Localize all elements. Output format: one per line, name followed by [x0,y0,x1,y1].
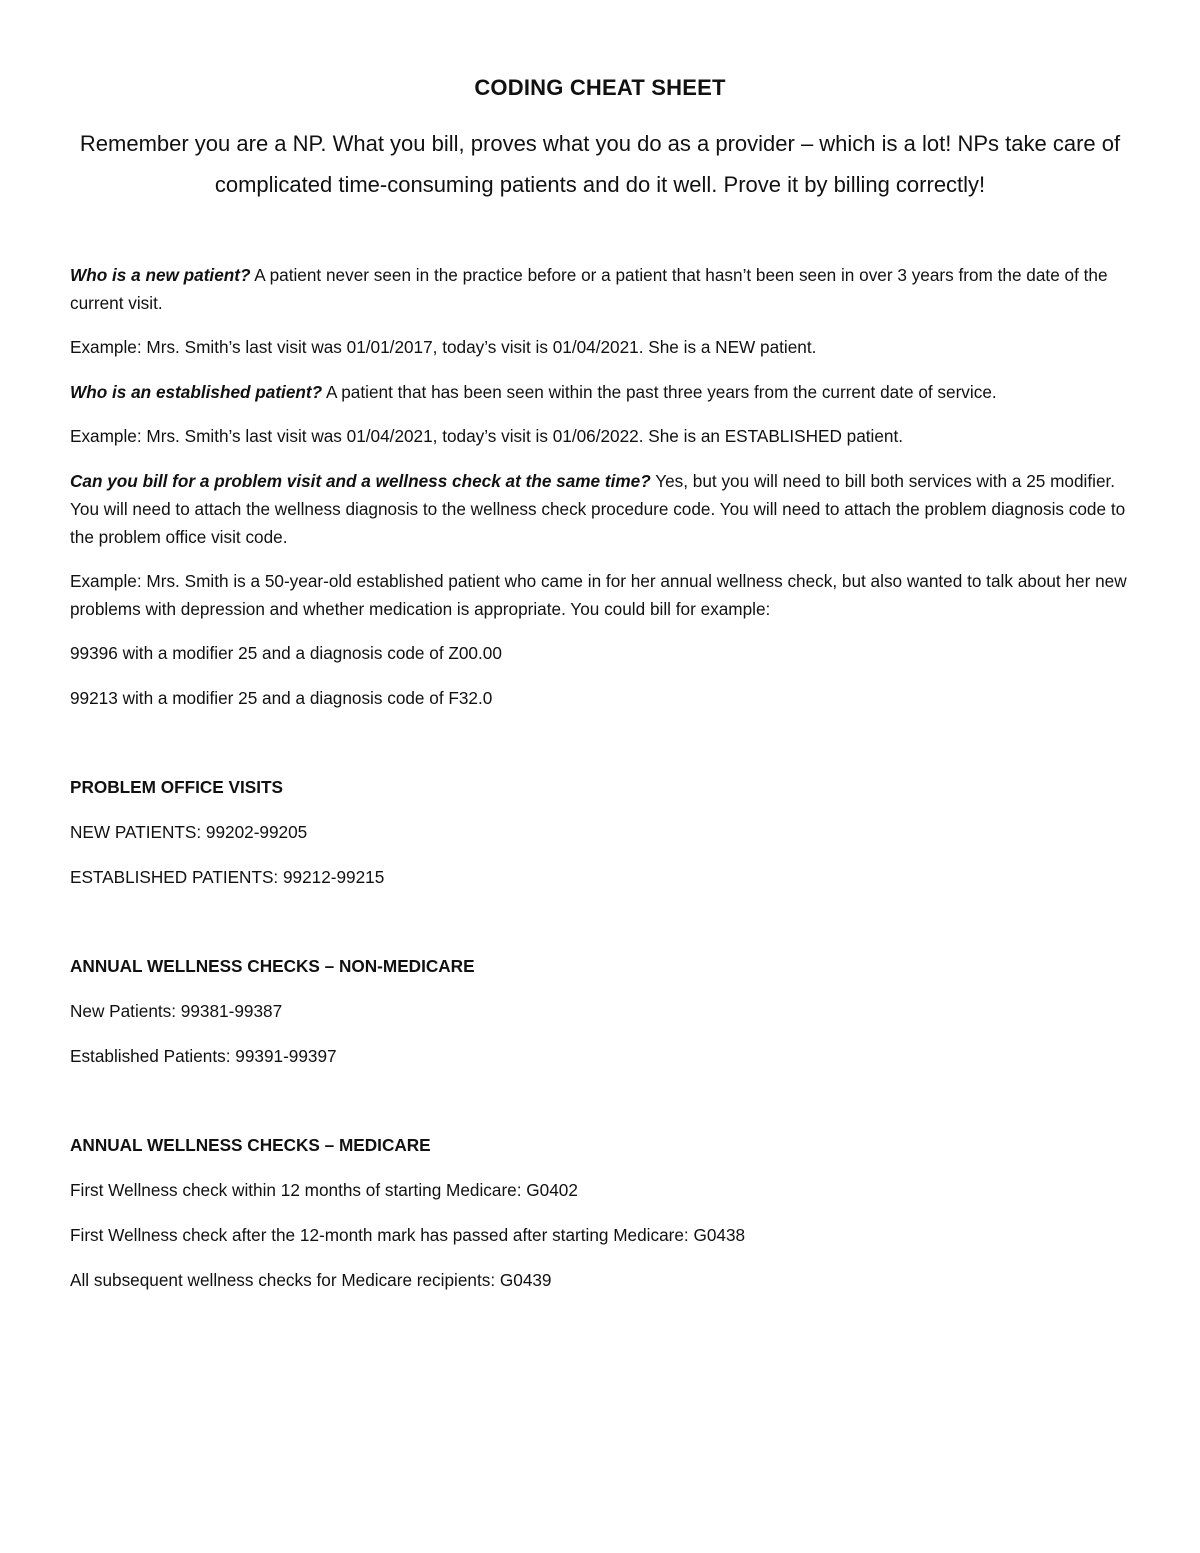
faq-new-patient [70,261,1135,317]
billing-example-line: 99396 with a modifier 25 and a diagnosis code of Z00.00 [70,643,502,663]
intro-paragraph: Remember you are a NP. What you bill, proves what you do as a provider – which is a lot! NPs take care of complicated time-consuming patients and do it well. Prove it by billing correctly! [79,131,1121,197]
faq-combined-billing [70,467,1135,551]
section-heading: ANNUAL WELLNESS CHECKS – MEDICARE [70,1135,431,1155]
faq-question: Who is a new patient? [70,265,251,285]
code-line: NEW PATIENTS: 99202-99205 [70,822,308,842]
faq-question: Can you bill for a problem visit and a wellness check at the same time? [70,471,651,491]
faq-example: Example: Mrs. Smith’s last visit was 01/04/2021, today’s visit is 01/06/2022. She is an ESTABLISHED patient. [70,426,904,446]
billing-example-line: 99213 with a modifier 25 and a diagnosis code of F32.0 [70,688,493,708]
faq-question: Who is an established patient? [70,382,323,402]
faq-example: Example: Mrs. Smith’s last visit was 01/01/2017, today’s visit is 01/04/2021. She is a NEW patient. [70,337,817,357]
spacer [70,1087,1135,1131]
document-body [70,261,1135,1311]
page-title: CODING CHEAT SHEET [474,75,726,100]
faq-answer: A patient never seen in the practice before or a patient that hasn’t been seen in over 3 years from the date of the current visit. [70,265,1108,313]
faq-example: Example: Mrs. Smith is a 50-year-old established patient who came in for her annual wellness check, but also wanted to talk about her new problems with depression and whether medication is appropriate. You could bill for example: [70,571,1127,619]
faq-answer: Yes, but you will need to bill both services with a 25 modifier. You will need to attach the wellness diagnosis to the wellness check procedure code. You will need to attach the problem diagnosis code to the problem office visit code. [70,471,1126,547]
code-line: Established Patients: 99391-99397 [70,1046,337,1066]
faq-answer: A patient that has been seen within the past three years from the current date of service. [322,382,997,402]
code-line: All subsequent wellness checks for Medicare recipients: G0439 [70,1270,552,1290]
spacer [70,729,1135,773]
code-line: First Wellness check after the 12-month mark has passed after starting Medicare: G0438 [70,1225,746,1245]
code-line: New Patients: 99381-99387 [70,1001,283,1021]
code-line: ESTABLISHED PATIENTS: 99212-99215 [70,867,385,887]
faq-established-patient [70,378,1135,406]
section-heading: ANNUAL WELLNESS CHECKS – NON-MEDICARE [70,956,475,976]
section-heading: PROBLEM OFFICE VISITS [70,777,283,797]
code-line: First Wellness check within 12 months of starting Medicare: G0402 [70,1180,578,1200]
spacer [70,908,1135,952]
